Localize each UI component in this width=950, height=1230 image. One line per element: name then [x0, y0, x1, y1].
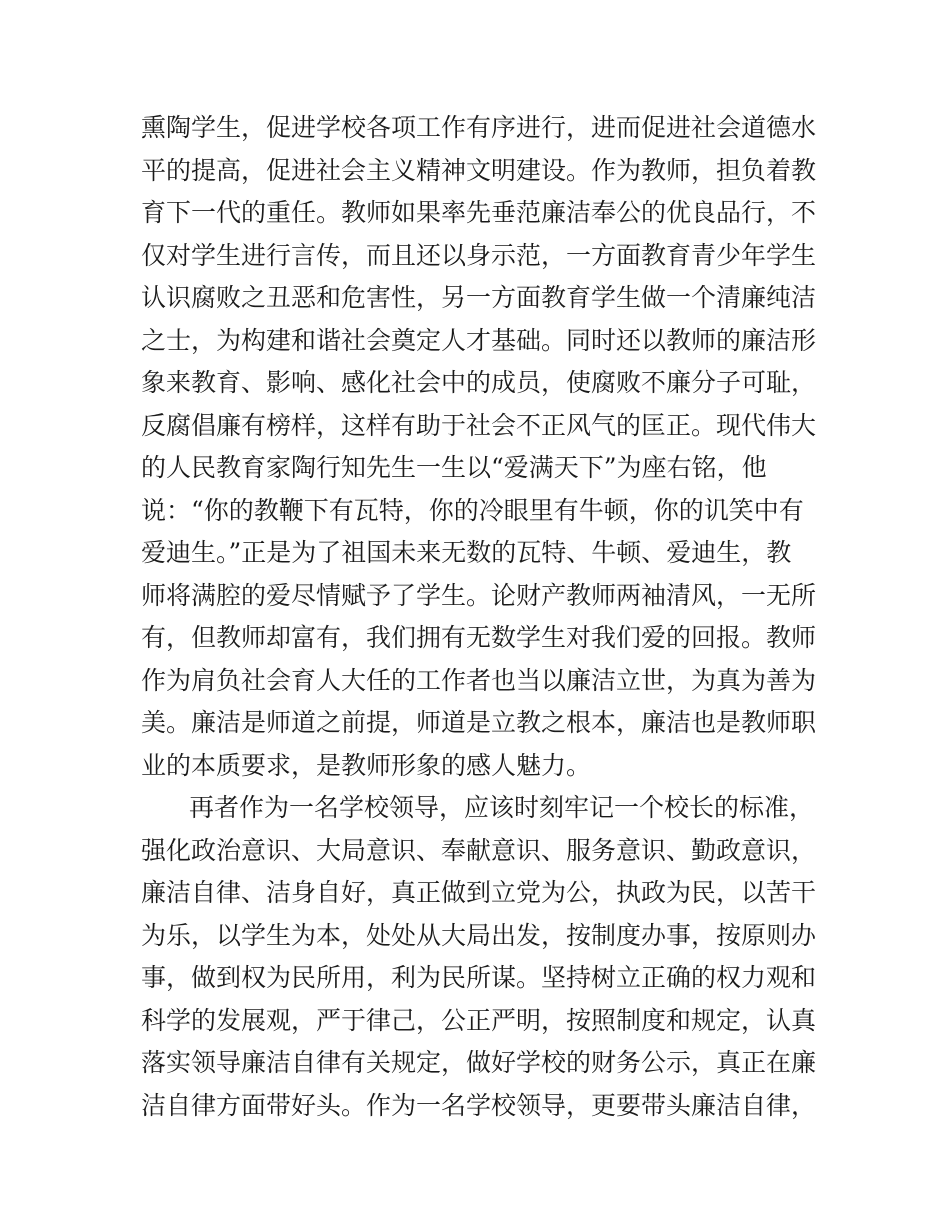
- text-line: 反腐倡廉有榜样，这样有助于社会不正风气的匡正。现代伟大: [141, 410, 817, 440]
- text-line: 师将满腔的爱尽情赋予了学生。论财产教师两袖清风，一无所: [141, 580, 817, 610]
- text-line: 说：“你的教鞭下有瓦特，你的冷眼里有牛顿，你的讥笑中有: [141, 495, 804, 525]
- text-line: 象来教育、影响、感化社会中的成员，使腐败不廉分子可耻，: [141, 368, 817, 397]
- text-line: 强化政治意识、大局意识、奉献意识、服务意识、勤政意识，: [141, 835, 817, 865]
- paragraph-1: [141, 107, 821, 787]
- text-line: 仅对学生进行言传，而且还以身示范，一方面教育青少年学生: [141, 240, 817, 270]
- text-line: 再者作为一名学校领导，应该时刻牢记一个校长的标准，: [189, 793, 815, 822]
- text-line: 之士，为构建和谐社会奠定人才基础。同时还以教师的廉洁形: [141, 325, 817, 355]
- text-line: 廉洁自律、洁身自好，真正做到立党为公，执政为民，以苦干: [141, 878, 817, 907]
- text-line: 熏陶学生，促进学校各项工作有序进行，进而促进社会道德水: [141, 113, 817, 142]
- document-body: [141, 107, 821, 1127]
- text-line: 科学的发展观，严于律己，公正严明，按照制度和规定，认真: [141, 1005, 817, 1035]
- text-line: 平的提高，促进社会主义精神文明建设。作为教师，担负着教: [141, 155, 817, 185]
- text-line: 美。廉洁是师道之前提，师道是立教之根本，廉洁也是教师职: [141, 708, 817, 737]
- text-line: 为乐，以学生为本，处处从大局出发，按制度办事，按原则办: [141, 920, 817, 950]
- text-line: 作为肩负社会育人大任的工作者也当以廉洁立世，为真为善为: [141, 665, 817, 695]
- text-line: 洁自律方面带好头。作为一名学校领导，更要带头廉洁自律，: [141, 1090, 817, 1120]
- text-line: 有，但教师却富有，我们拥有无数学生对我们爱的回报。教师: [141, 623, 817, 652]
- text-line: 事，做到权为民所用，利为民所谋。坚持树立正确的权力观和: [141, 963, 817, 992]
- text-line: 的人民教育家陶行知先生一生以“爱满天下”为座右铭，他: [141, 453, 767, 482]
- text-line: 业的本质要求，是教师形象的感人魅力。: [141, 750, 592, 780]
- paragraph-2: [141, 787, 821, 1127]
- text-line: 落实领导廉洁自律有关规定，做好学校的财务公示，真正在廉: [141, 1048, 817, 1077]
- text-line: 认识腐败之丑恶和危害性，另一方面教育学生做一个清廉纯洁: [141, 283, 817, 312]
- text-line: 育下一代的重任。教师如果率先垂范廉洁奉公的优良品行，不: [141, 198, 817, 227]
- text-line: 爱迪生。”正是为了祖国未来无数的瓦特、牛顿、爱迪生，教: [141, 538, 792, 567]
